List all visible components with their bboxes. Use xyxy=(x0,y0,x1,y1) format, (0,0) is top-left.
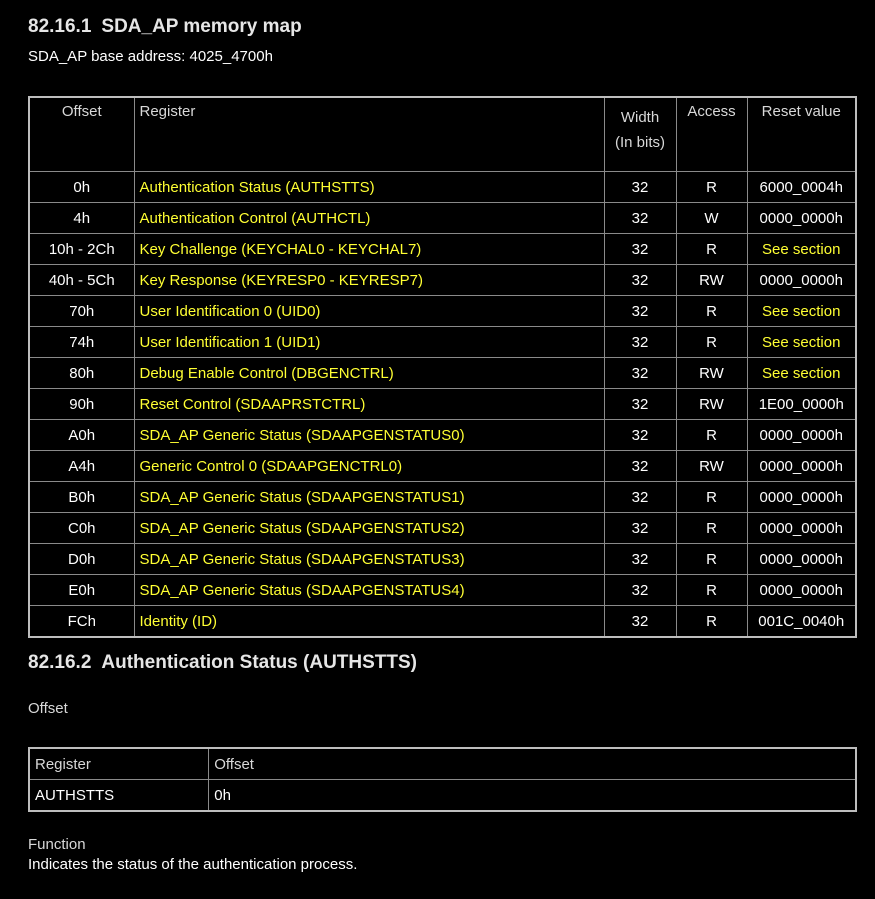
memory-map-header-row xyxy=(29,97,856,172)
table-row xyxy=(29,234,856,265)
table-row xyxy=(29,544,856,575)
header-width-line1: Width xyxy=(620,109,660,126)
cell-access: RW xyxy=(676,451,747,482)
register-link[interactable]: SDA_AP Generic Status (SDAAPGENSTATUS4) xyxy=(134,575,604,606)
cell-offset: 74h xyxy=(29,327,134,358)
cell-width: 32 xyxy=(604,544,676,575)
table-row xyxy=(29,513,856,544)
base-address: SDA_AP base address: 4025_4700h xyxy=(28,48,273,65)
header-width xyxy=(604,97,676,172)
table-row xyxy=(29,327,856,358)
cell-reset-value: 0000_0000h xyxy=(747,420,856,451)
cell-access: RW xyxy=(676,358,747,389)
function-description: Indicates the status of the authentication process. xyxy=(28,856,358,873)
table-row xyxy=(29,482,856,513)
register-offset: 0h xyxy=(209,780,856,812)
cell-access: W xyxy=(676,203,747,234)
table-row xyxy=(29,172,856,203)
reset-value-link[interactable]: See section xyxy=(747,358,856,389)
cell-width: 32 xyxy=(604,296,676,327)
section-title: Authentication Status (AUTHSTTS) xyxy=(101,652,418,673)
register-link[interactable]: Generic Control 0 (SDAAPGENCTRL0) xyxy=(134,451,604,482)
memory-map-table xyxy=(28,96,857,638)
table-row xyxy=(29,420,856,451)
cell-reset-value: 0000_0000h xyxy=(747,575,856,606)
table-row xyxy=(29,203,856,234)
section-title: SDA_AP memory map xyxy=(101,16,302,37)
register-link[interactable]: Debug Enable Control (DBGENCTRL) xyxy=(134,358,604,389)
table-row xyxy=(29,389,856,420)
cell-reset-value: 0000_0000h xyxy=(747,265,856,296)
cell-reset-value: 0000_0000h xyxy=(747,513,856,544)
cell-offset: 40h - 5Ch xyxy=(29,265,134,296)
cell-offset: B0h xyxy=(29,482,134,513)
cell-offset: A4h xyxy=(29,451,134,482)
cell-offset: FCh xyxy=(29,606,134,638)
table-row xyxy=(29,358,856,389)
cell-width: 32 xyxy=(604,327,676,358)
cell-width: 32 xyxy=(604,358,676,389)
table-row xyxy=(29,296,856,327)
cell-reset-value: 6000_0004h xyxy=(747,172,856,203)
header-register: Register xyxy=(29,748,209,780)
cell-reset-value: 0000_0000h xyxy=(747,451,856,482)
cell-width: 32 xyxy=(604,575,676,606)
function-label: Function xyxy=(28,836,86,853)
table-row xyxy=(29,265,856,296)
register-link[interactable]: User Identification 1 (UID1) xyxy=(134,327,604,358)
cell-offset: E0h xyxy=(29,575,134,606)
register-link[interactable]: Key Challenge (KEYCHAL0 - KEYCHAL7) xyxy=(134,234,604,265)
cell-reset-value: 0000_0000h xyxy=(747,544,856,575)
register-link[interactable]: Key Response (KEYRESP0 - KEYRESP7) xyxy=(134,265,604,296)
register-link[interactable]: SDA_AP Generic Status (SDAAPGENSTATUS3) xyxy=(134,544,604,575)
register-link[interactable]: Authentication Status (AUTHSTTS) xyxy=(134,172,604,203)
table-row xyxy=(29,575,856,606)
table-row xyxy=(29,780,856,812)
cell-access: R xyxy=(676,482,747,513)
register-link[interactable]: SDA_AP Generic Status (SDAAPGENSTATUS1) xyxy=(134,482,604,513)
register-link[interactable]: SDA_AP Generic Status (SDAAPGENSTATUS2) xyxy=(134,513,604,544)
cell-offset: 4h xyxy=(29,203,134,234)
cell-access: R xyxy=(676,234,747,265)
cell-access: R xyxy=(676,606,747,638)
cell-access: R xyxy=(676,420,747,451)
cell-width: 32 xyxy=(604,234,676,265)
cell-width: 32 xyxy=(604,606,676,638)
register-link[interactable]: Authentication Control (AUTHCTL) xyxy=(134,203,604,234)
section-heading-memory-map xyxy=(28,16,302,38)
cell-width: 32 xyxy=(604,203,676,234)
register-link[interactable]: Identity (ID) xyxy=(134,606,604,638)
cell-access: R xyxy=(676,327,747,358)
register-link[interactable]: User Identification 0 (UID0) xyxy=(134,296,604,327)
reset-value-link[interactable]: See section xyxy=(747,296,856,327)
cell-reset-value: 001C_0040h xyxy=(747,606,856,638)
cell-access: R xyxy=(676,575,747,606)
register-link[interactable]: SDA_AP Generic Status (SDAAPGENSTATUS0) xyxy=(134,420,604,451)
cell-offset: C0h xyxy=(29,513,134,544)
cell-access: RW xyxy=(676,265,747,296)
reset-value-link[interactable]: See section xyxy=(747,234,856,265)
cell-reset-value: 1E00_0000h xyxy=(747,389,856,420)
register-offset-header-row xyxy=(29,748,856,780)
cell-reset-value: 0000_0000h xyxy=(747,482,856,513)
cell-offset: 70h xyxy=(29,296,134,327)
cell-width: 32 xyxy=(604,513,676,544)
cell-width: 32 xyxy=(604,389,676,420)
cell-access: R xyxy=(676,296,747,327)
cell-access: RW xyxy=(676,389,747,420)
cell-offset: 90h xyxy=(29,389,134,420)
cell-width: 32 xyxy=(604,172,676,203)
header-reset-value: Reset value xyxy=(747,97,856,172)
cell-offset: D0h xyxy=(29,544,134,575)
cell-offset: 80h xyxy=(29,358,134,389)
section-number: 82.16.1 xyxy=(28,16,92,37)
section-number: 82.16.2 xyxy=(28,652,92,673)
register-name: AUTHSTTS xyxy=(29,780,209,812)
cell-width: 32 xyxy=(604,420,676,451)
register-offset-table xyxy=(28,747,857,812)
table-row xyxy=(29,606,856,638)
cell-offset: A0h xyxy=(29,420,134,451)
header-offset: Offset xyxy=(209,748,856,780)
offset-label: Offset xyxy=(28,700,68,717)
reset-value-link[interactable]: See section xyxy=(747,327,856,358)
cell-reset-value: 0000_0000h xyxy=(747,203,856,234)
header-width-line2: (In bits) xyxy=(614,134,665,151)
cell-access: R xyxy=(676,172,747,203)
table-row xyxy=(29,451,856,482)
cell-width: 32 xyxy=(604,265,676,296)
header-register: Register xyxy=(134,97,604,172)
section-heading-authstts xyxy=(28,652,417,674)
header-offset: Offset xyxy=(29,97,134,172)
cell-width: 32 xyxy=(604,451,676,482)
cell-offset: 0h xyxy=(29,172,134,203)
cell-width: 32 xyxy=(604,482,676,513)
header-access: Access xyxy=(676,97,747,172)
cell-access: R xyxy=(676,513,747,544)
cell-access: R xyxy=(676,544,747,575)
cell-offset: 10h - 2Ch xyxy=(29,234,134,265)
register-link[interactable]: Reset Control (SDAAPRSTCTRL) xyxy=(134,389,604,420)
